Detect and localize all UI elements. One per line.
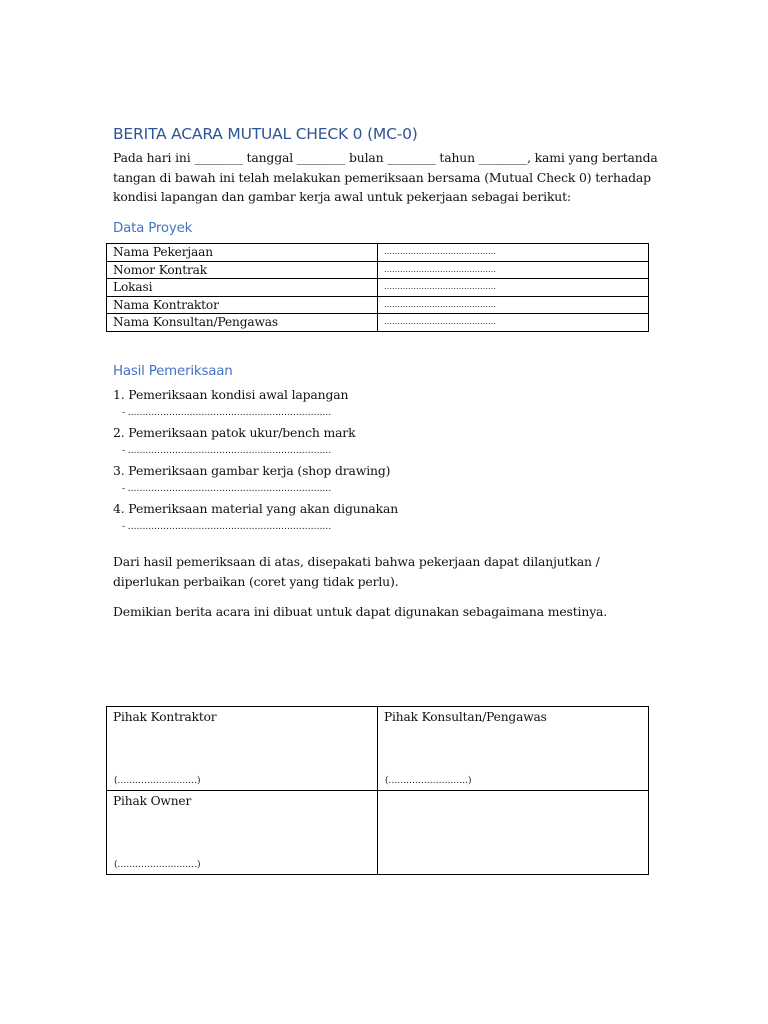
check-item-note: - ……………………………………………………………	[122, 446, 332, 456]
check-item	[113, 385, 653, 423]
signature-row	[107, 791, 649, 875]
check-item-title: 3. Pemeriksaan gambar kerja (shop drawing)	[113, 463, 391, 478]
signature-role: Pihak Owner	[113, 794, 192, 808]
signature-role: Pihak Konsultan/Pengawas	[384, 710, 547, 724]
project-data-table	[106, 243, 649, 332]
check-item	[113, 461, 653, 499]
row-value: ……………………………………	[378, 296, 649, 314]
signature-line: (………………………)	[114, 860, 201, 870]
row-label: Nama Kontraktor	[107, 296, 378, 314]
row-label: Nama Konsultan/Pengawas	[107, 314, 378, 332]
signature-row	[107, 707, 649, 791]
check-item-note: - ……………………………………………………………	[122, 522, 332, 532]
signature-cell-empty	[378, 791, 649, 875]
signature-cell-owner	[107, 791, 378, 875]
signature-cell-kontraktor	[107, 707, 378, 791]
signature-table	[106, 706, 649, 875]
data-proyek-heading: Data Proyek	[113, 221, 193, 236]
signature-cell-konsultan	[378, 707, 649, 791]
row-label: Lokasi	[107, 279, 378, 297]
row-value: ……………………………………	[378, 244, 649, 262]
row-label: Nama Pekerjaan	[107, 244, 378, 262]
intro-paragraph: Pada hari ini ________ tanggal ________ bulan ________ tahun ________, kami yang bertanda tangan di bawah ini telah melakukan pemeriksaan bersama (Mutual Check 0) terhadap kondisi lapangan dan gambar kerja awal untuk pekerjaan sebagai berikut:	[113, 150, 658, 204]
hasil-pemeriksaan-heading: Hasil Pemeriksaan	[113, 364, 233, 379]
signature-line: (………………………)	[114, 776, 201, 786]
table-row	[107, 244, 649, 262]
row-label: Nomor Kontrak	[107, 261, 378, 279]
check-item-note: - ……………………………………………………………	[122, 408, 332, 418]
table-row	[107, 296, 649, 314]
signature-line: (………………………)	[385, 776, 472, 786]
table-row	[107, 261, 649, 279]
check-item	[113, 423, 653, 461]
row-value: ……………………………………	[378, 261, 649, 279]
conclusion-paragraph: Dari hasil pemeriksaan di atas, disepakati bahwa pekerjaan dapat dilanjutkan / diperlukan perbaikan (coret yang tidak perlu).	[113, 554, 600, 589]
table-row	[107, 314, 649, 332]
check-item-title: 4. Pemeriksaan material yang akan digunakan	[113, 501, 399, 516]
check-item-title: 1. Pemeriksaan kondisi awal lapangan	[113, 387, 349, 402]
table-row	[107, 279, 649, 297]
check-item-note: - ……………………………………………………………	[122, 484, 332, 494]
closing-paragraph: Demikian berita acara ini dibuat untuk dapat digunakan sebagaimana mestinya.	[113, 604, 608, 619]
document-title: BERITA ACARA MUTUAL CHECK 0 (MC-0)	[113, 125, 418, 143]
signature-role: Pihak Kontraktor	[113, 710, 217, 724]
row-value: ……………………………………	[378, 279, 649, 297]
check-item	[113, 499, 653, 537]
row-value: ……………………………………	[378, 314, 649, 332]
check-item-title: 2. Pemeriksaan patok ukur/bench mark	[113, 425, 356, 440]
